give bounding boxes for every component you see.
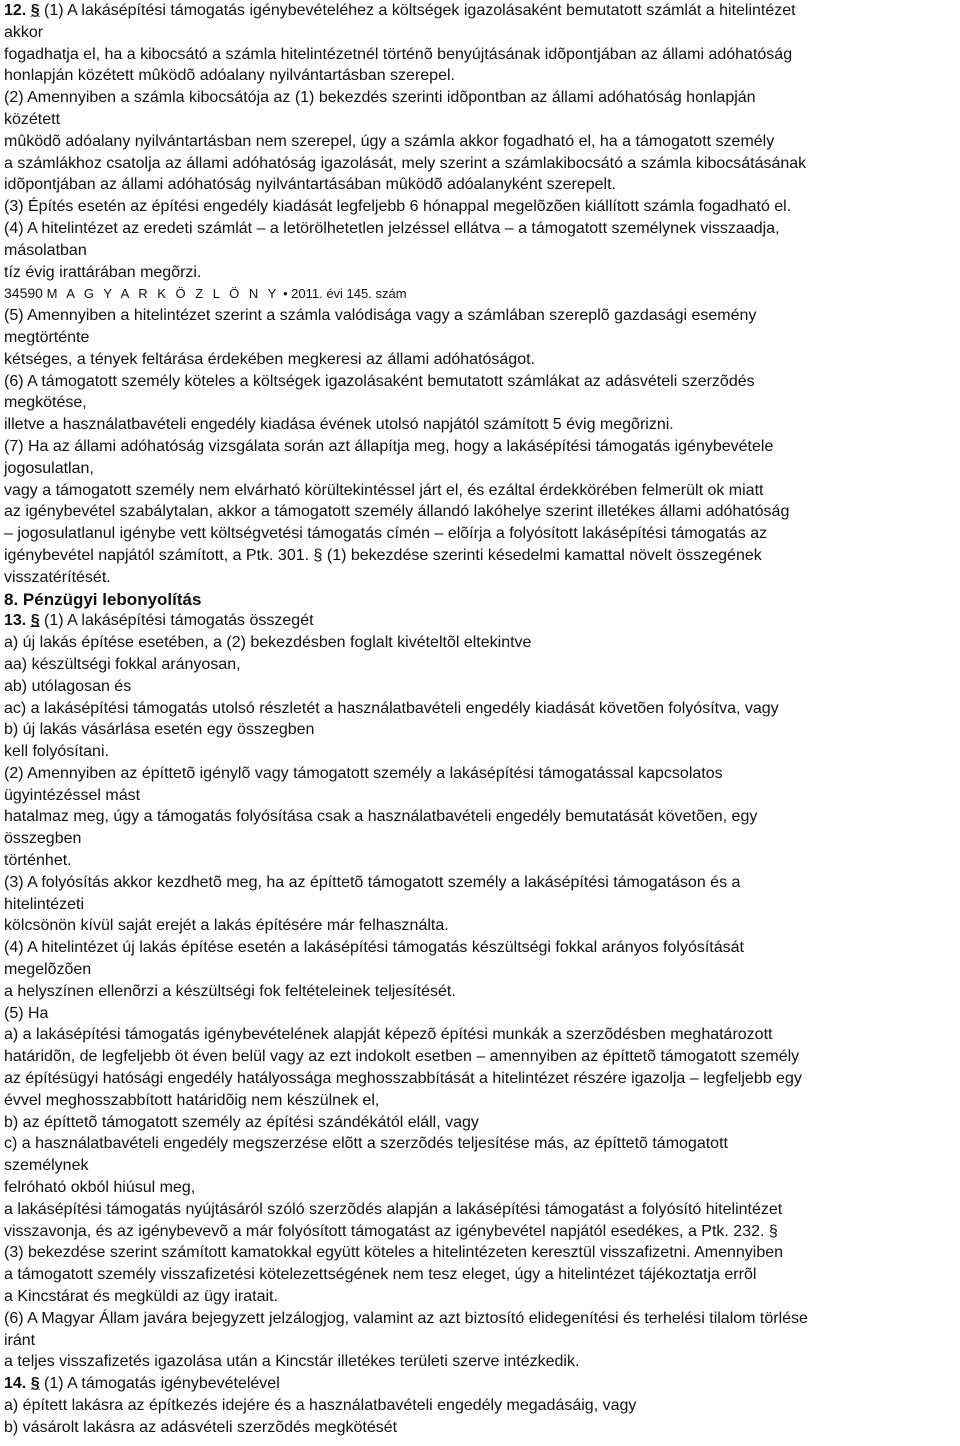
text-line: (1) A lakásépítési támogatás összegét <box>39 612 314 630</box>
text-line: kölcsönön kívül saját erejét a lakás építésére már felhasználta. <box>4 917 449 935</box>
text-line: a) új lakás építése esetében, a (2) bekezdésben foglalt kivételtõl eltekintve <box>4 634 532 652</box>
text-line: ac) a lakásépítési támogatás utolsó részletét a használatbavételi engedély kiadását követõen folyósítva, vagy <box>4 699 779 717</box>
text-line: (3) A folyósítás akkor kezdhetõ meg, ha az építtetõ támogatott személy a lakásépítési támogatáson és a <box>4 873 741 891</box>
text-line: igénybevétel napjától számított, a Ptk. 301. § (1) bekezdése szerinti késedelmi kamattal növelt összegének <box>4 546 762 564</box>
text-line: kell folyósítani. <box>4 743 109 761</box>
text-line: vagy a támogatott személy nem elvárható körültekintéssel járt el, és ezáltal érdekkörében felmerült ok miatt <box>4 481 764 499</box>
issue-number: 2011. évi 145. szám <box>291 286 407 302</box>
text-line: (1) A támogatás igénybevételével <box>39 1375 280 1393</box>
text-line: mûködõ adóalany nyilvántartásban nem szerepel, úgy a számla akkor fogadható el, ha a támogatott személy <box>4 132 775 150</box>
text-line: a lakásépítési támogatás nyújtásáról szóló szerzõdés alapján a lakásépítési támogatást a folyósító hitelintézet <box>4 1200 783 1218</box>
text-line: visszavonja, és az igénybevevõ a már folyósított támogatást az igénybevétel napjától esedékes, a Ptk. 232. § <box>4 1222 778 1240</box>
page-number: 34590 <box>4 285 43 302</box>
text-line: (2) Amennyiben az építtetõ igénylõ vagy támogatott személy a lakásépítési támogatással kapcsolatos <box>4 764 723 782</box>
text-line: hitelintézeti <box>4 895 85 913</box>
text-line: történhet. <box>4 852 72 870</box>
text-line: (5) Amennyiben a hitelintézet szerint a számla valódisága vagy a számlában szereplõ gazdasági esemény <box>4 307 757 325</box>
text-line: másolatban <box>4 241 87 259</box>
text-line: – jogosulatlanul igénybe vett költségvetési támogatás címén – elõírja a folyósított lakásépítési támogatás az <box>4 525 768 543</box>
text-line: közétett <box>4 110 61 128</box>
text-line: a támogatott személy visszafizetési kötelezettségének nem tesz eleget, úgy a hitelintézet tájékoztatja errõl <box>4 1266 757 1284</box>
text-line: jogosulatlan, <box>4 459 94 477</box>
text-line: felróható okból hiúsul meg, <box>4 1179 196 1197</box>
text-line: a) épített lakásra az építkezés idejére és a használatbavételi engedély megadásáig, vagy <box>4 1397 637 1414</box>
text-line: visszatérítését. <box>4 568 111 586</box>
section-number: 13. <box>4 612 27 630</box>
text-line: fogadhatja el, ha a kibocsátó a számla hitelintézetnél történõ benyújtásának idõpontjában az állami adóhatóság <box>4 45 793 63</box>
text-line: b) új lakás vásárlása esetén egy összegben <box>4 721 315 739</box>
text-line: a teljes visszafizetés igazolása után a Kincstár illetékes területi szerve intézkedik. <box>4 1353 580 1371</box>
text-line: hatalmaz meg, úgy a támogatás folyósítása csak a használatbavételi engedély bemutatását követõen, egy <box>4 808 758 826</box>
text-line: (7) Ha az állami adóhatóság vizsgálata során azt állapítja meg, hogy a lakásépítési támogatás igénybevétele <box>4 437 774 455</box>
text-line: c) a használatbavételi engedély megszerzése elõtt a szerzõdés teljesítése más, az építtetõ támogatott <box>4 1135 728 1153</box>
text-line: b) vásárolt lakásra az adásvételi szerzõdés megkötését <box>4 1418 398 1436</box>
text-line: megkötése, <box>4 394 87 412</box>
text-line: (4) A hitelintézet új lakás építése esetén a lakásépítési támogatás készültségi fokkal arányos folyósítását <box>4 939 744 957</box>
text-line: az építésügyi hatósági engedély hatályossága meghosszabbítását a hitelintézet részére igazolja – legfeljebb egy <box>4 1070 802 1088</box>
paragraph-sign-link[interactable]: § <box>30 1375 40 1393</box>
paragraph-sign-link[interactable]: § <box>30 612 40 630</box>
text-line: (5) Ha <box>4 1004 49 1022</box>
section-number: 12. <box>4 2 27 19</box>
text-line: a számlákhoz csatolja az állami adóhatóság igazolását, mely szerint a számlakibocsátó a számla kibocsátásának <box>4 154 807 172</box>
text-line: (6) A Magyar Állam javára bejegyzett jelzálogjog, valamint az azt biztosító elidegenítési és terhelési tilalom törlése <box>4 1309 808 1327</box>
text-line: akkor <box>4 23 44 41</box>
text-line: (6) A támogatott személy köteles a költségek igazolásaként bemutatott számlákat az adásvételi szerzõdés <box>4 372 755 390</box>
text-line: összegben <box>4 830 82 848</box>
text-line: honlapján közétett mûködõ adóalany nyilvántartásban szerepel. <box>4 67 455 85</box>
text-line: tíz évig irattárában megõrzi. <box>4 263 202 281</box>
text-line: (3) bekezdése szerint számított kamatokkal együtt köteles a hitelintézeten keresztül visszafizetni. Amennyiben <box>4 1244 784 1262</box>
text-line: évvel meghosszabbított határidõig nem készülnek el, <box>4 1091 380 1109</box>
text-line: iránt <box>4 1331 36 1349</box>
text-line: (4) A hitelintézet az eredeti számlát – a letörölhetetlen jelzéssel ellátva – a támogatott személynek visszaadja, <box>4 219 780 237</box>
text-line: a) a lakásépítési támogatás igénybevételének alapját képezõ építési munkák a szerzõdésben meghatározott <box>4 1026 773 1044</box>
text-line: határidõn, de legfeljebb öt éven belül vagy az ezt indokolt esetben – amennyiben az építtetõ támogatott személy <box>4 1048 800 1066</box>
text-line: a Kincstárat és megküldi az ügy iratait. <box>4 1288 278 1306</box>
text-line: ügyintézéssel mást <box>4 786 141 804</box>
text-line: a helyszínen ellenõrzi a készültségi fok feltételeinek teljesítését. <box>4 982 456 1000</box>
section-paragraph-start <box>4 0 956 22</box>
text-line: megtörténte <box>4 328 90 346</box>
paragraph-sign-link[interactable]: § <box>30 2 40 19</box>
text-line: (3) Építés esetén az építési engedély kiadását legfeljebb 6 hónappal megelõzõen kiállított számla fogadható el. <box>4 198 792 216</box>
text-line: személynek <box>4 1157 89 1175</box>
text-line: aa) készültségi fokkal arányosan, <box>4 655 241 673</box>
text-line: (1) A lakásépítési támogatás igénybevételéhez a költségek igazolásaként bemutatott számlát a hitelintézet <box>39 2 796 19</box>
journal-title: M A G Y A R K Ö Z L Ö N Y <box>46 286 280 302</box>
text-line: kétséges, a tények feltárása érdekében megkeresi az állami adóhatóságot. <box>4 350 535 368</box>
text-line: b) az építtetõ támogatott személy az építési szándékától eláll, vagy <box>4 1113 479 1131</box>
text-line: illetve a használatbavételi engedély kiadása évének utolsó napjától számított 5 évig megõrizni. <box>4 416 674 434</box>
section-paragraph-start <box>4 1373 956 1395</box>
text-line: megelõzõen <box>4 961 92 979</box>
bullet-icon: • <box>282 286 288 302</box>
running-header <box>4 283 956 305</box>
section-number: 14. <box>4 1375 27 1393</box>
section-heading: 8. Pénzügyi lebonyolítás <box>4 589 202 609</box>
text-line: ab) utólagosan és <box>4 677 132 695</box>
section-paragraph-start <box>4 610 956 632</box>
text-line: (2) Amennyiben a számla kibocsátója az (1) bekezdés szerinti idõpontban az állami adóhatóság honlapján <box>4 89 756 107</box>
text-line: az igénybevétel szabálytalan, akkor a támogatott személy állandó lakóhelye szerint illetékes állami adóhatóság <box>4 503 790 521</box>
text-line: idõpontjában az állami adóhatóság nyilvántartásában mûködõ adóalanyként szerepelt. <box>4 176 616 194</box>
